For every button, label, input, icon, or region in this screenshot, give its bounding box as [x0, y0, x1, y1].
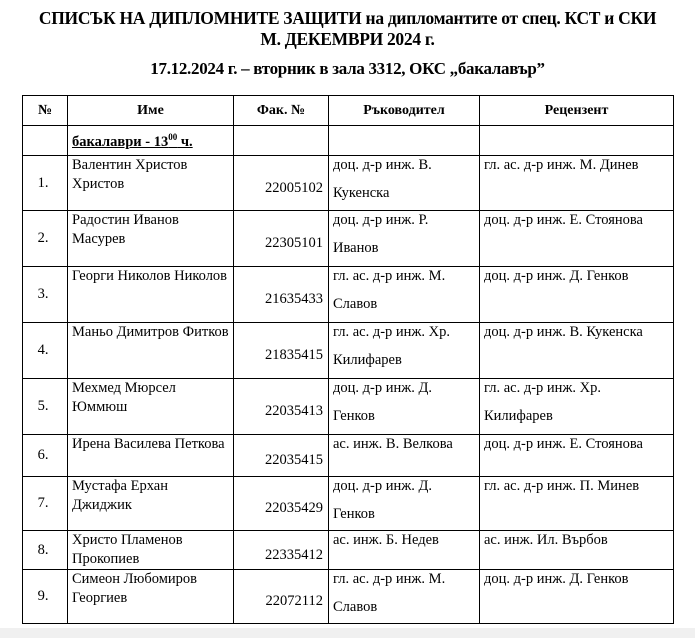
table-row: [23, 379, 674, 435]
reviewer: доц. д-р инж. Д. Генков: [484, 268, 629, 284]
row-number: 4.: [23, 323, 68, 379]
advisor: ас. инж. Б. Недев: [333, 532, 439, 548]
advisor: доц. д-р инж. В. Кукенска: [333, 157, 432, 201]
reviewer: доц. д-р инж. Д. Генков: [484, 571, 629, 587]
reviewer: ас. инж. Ил. Върбов: [484, 532, 608, 548]
document-title-line2: М. ДЕКЕМВРИ 2024 г.: [260, 29, 435, 49]
advisor: гл. ас. д-р инж. М. Славов: [333, 571, 446, 615]
table-row: [23, 531, 674, 570]
row-number: 3.: [23, 267, 68, 323]
document-subtitle: 17.12.2024 г. – вторник в зала 3312, ОКС „бакалавър”: [150, 59, 545, 78]
table-row: [23, 477, 674, 531]
table-row: [23, 435, 674, 477]
section-label: бакалаври - $13^{00}$ ч.: [68, 126, 234, 156]
faculty-number: 22305101: [234, 211, 329, 267]
reviewer: гл. ас. д-р инж. Хр. Килифарев: [484, 380, 602, 424]
table-row: [23, 323, 674, 379]
student-name: Ирена Василева Петкова: [68, 435, 234, 477]
reviewer: гл. ас. д-р инж. П. Минев: [484, 478, 640, 494]
faculty-number: 21835415: [234, 323, 329, 379]
advisor: доц. д-р инж. Р. Иванов: [333, 212, 429, 256]
defense-schedule-table: [22, 95, 674, 624]
faculty-number: 21635433: [234, 267, 329, 323]
header-fac-number: Фак. №: [234, 96, 329, 126]
table-row: [23, 570, 674, 624]
table-header-row: [23, 96, 674, 126]
header-name: Име: [68, 96, 234, 126]
student-name: Маньо Димитров Фитков: [68, 323, 234, 379]
row-number: 9.: [23, 570, 68, 624]
document-title: СПИСЪК НА ДИПЛОМНИТЕ ЗАЩИТИ на дипломантите от спец. КСТ и СКИ: [38, 8, 657, 28]
student-name: Георги Николов Николов: [68, 267, 234, 323]
reviewer: доц. д-р инж. Е. Стоянова: [484, 212, 643, 228]
student-name: Симеон Любомиров Георгиев: [68, 570, 234, 624]
reviewer: доц. д-р инж. В. Кукенска: [484, 324, 643, 340]
header-reviewer: Рецензент: [480, 96, 674, 126]
student-name: Радостин Иванов Масурев: [68, 211, 234, 267]
reviewer: доц. д-р инж. Е. Стоянова: [484, 436, 643, 452]
row-number: 6.: [23, 435, 68, 477]
student-name: Мустафа Ерхан Джиджик: [68, 477, 234, 531]
faculty-number: 22072112: [234, 570, 329, 624]
page-bottom-strip: [0, 628, 695, 638]
row-number: 8.: [23, 531, 68, 570]
faculty-number: 22005102: [234, 156, 329, 211]
student-name: Христо Пламенов Прокопиев: [68, 531, 234, 570]
reviewer: гл. ас. д-р инж. М. Динев: [484, 157, 639, 173]
student-name: Валентин Христов Христов: [68, 156, 234, 211]
student-name: Мехмед Мюрсел Юммюш: [68, 379, 234, 435]
row-number: 5.: [23, 379, 68, 435]
table-row: [23, 156, 674, 211]
row-number: 2.: [23, 211, 68, 267]
header-advisor: Ръководител: [329, 96, 480, 126]
row-number: 7.: [23, 477, 68, 531]
faculty-number: 22035413: [234, 379, 329, 435]
advisor: гл. ас. д-р инж. Хр. Килифарев: [333, 324, 451, 368]
faculty-number: 22035415: [234, 435, 329, 477]
table-row: [23, 211, 674, 267]
advisor: ас. инж. В. Велкова: [333, 436, 453, 452]
faculty-number: 22335412: [234, 531, 329, 570]
faculty-number: 22035429: [234, 477, 329, 531]
row-number: 1.: [23, 156, 68, 211]
table-row: [23, 267, 674, 323]
advisor: гл. ас. д-р инж. М. Славов: [333, 268, 446, 312]
advisor: доц. д-р инж. Д. Генков: [333, 380, 433, 424]
advisor: доц. д-р инж. Д. Генков: [333, 478, 433, 522]
header-number: №: [23, 96, 68, 126]
